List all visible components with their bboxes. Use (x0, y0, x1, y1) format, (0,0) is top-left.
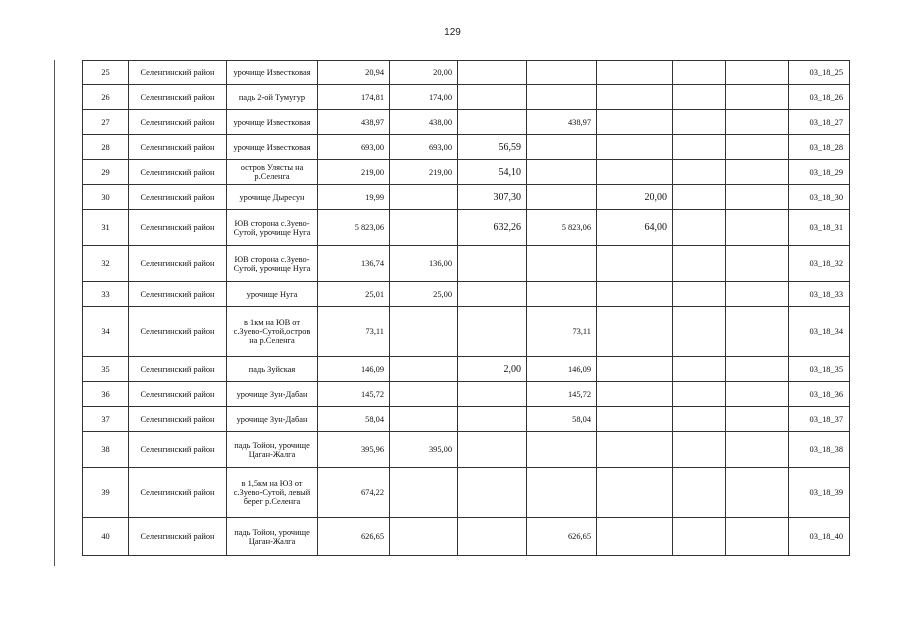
cell-col-3 (458, 468, 527, 518)
table-row (83, 382, 850, 407)
cell-place: ЮВ сторона с.Зуево-Сутой, урочище Нуга (227, 210, 318, 246)
cell-col-6 (673, 246, 726, 282)
cell-col-3 (458, 85, 527, 110)
cell-number: 36 (83, 382, 129, 407)
cell-area-total: 73,11 (318, 307, 390, 357)
cell-area-total: 438,97 (318, 110, 390, 135)
table-body (83, 61, 850, 556)
cell-col-5 (597, 85, 673, 110)
cell-col-4 (527, 61, 597, 85)
cell-number: 37 (83, 407, 129, 432)
cell-code: 03_18_37 (789, 407, 850, 432)
cell-col-7 (726, 135, 789, 160)
cell-district: Селенгинский район (129, 210, 227, 246)
cell-code: 03_18_26 (789, 85, 850, 110)
cell-col-2 (390, 307, 458, 357)
cell-col-5 (597, 160, 673, 185)
cell-code: 03_18_38 (789, 432, 850, 468)
cell-area-total: 219,00 (318, 160, 390, 185)
cell-district: Селенгинский район (129, 160, 227, 185)
cell-col-6 (673, 135, 726, 160)
cell-place: урочище Зун-Дабан (227, 407, 318, 432)
cell-col-2 (390, 407, 458, 432)
table-row (83, 468, 850, 518)
cell-district: Селенгинский район (129, 135, 227, 160)
cell-number: 32 (83, 246, 129, 282)
cell-area-total: 145,72 (318, 382, 390, 407)
cell-area-total: 174,81 (318, 85, 390, 110)
cell-col-3: 54,10 (458, 160, 527, 185)
cell-col-3 (458, 246, 527, 282)
cell-col-5 (597, 432, 673, 468)
cell-district: Селенгинский район (129, 407, 227, 432)
cell-col-4 (527, 185, 597, 210)
cell-col-4 (527, 468, 597, 518)
cell-district: Селенгинский район (129, 382, 227, 407)
table-row (83, 110, 850, 135)
table-row (83, 407, 850, 432)
cell-col-4 (527, 160, 597, 185)
cell-col-3 (458, 307, 527, 357)
cell-district: Селенгинский район (129, 61, 227, 85)
cell-district: Селенгинский район (129, 518, 227, 556)
table-row (83, 518, 850, 556)
cell-col-2: 219,00 (390, 160, 458, 185)
cell-place: урочище Зун-Дабан (227, 382, 318, 407)
cell-place: урочище Известковая (227, 135, 318, 160)
cell-col-4: 146,09 (527, 357, 597, 382)
cell-col-2: 693,00 (390, 135, 458, 160)
table-row (83, 135, 850, 160)
cell-number: 27 (83, 110, 129, 135)
cell-col-2: 25,00 (390, 282, 458, 307)
cell-col-7 (726, 110, 789, 135)
cell-number: 38 (83, 432, 129, 468)
cell-col-6 (673, 160, 726, 185)
cell-code: 03_18_27 (789, 110, 850, 135)
cell-place: урочище Нуга (227, 282, 318, 307)
cell-area-total: 395,96 (318, 432, 390, 468)
cell-col-4: 73,11 (527, 307, 597, 357)
cell-col-4: 438,97 (527, 110, 597, 135)
cell-place: падь Тойон, урочище Цаган-Жалга (227, 432, 318, 468)
cell-col-4 (527, 282, 597, 307)
cell-col-5 (597, 135, 673, 160)
cell-code: 03_18_36 (789, 382, 850, 407)
margin-line (54, 60, 55, 566)
page-number: 129 (444, 27, 461, 38)
cell-district: Селенгинский район (129, 468, 227, 518)
table-row (83, 185, 850, 210)
cell-col-5 (597, 282, 673, 307)
cell-col-3: 307,30 (458, 185, 527, 210)
cell-place: урочище Известковая (227, 61, 318, 85)
cell-col-3 (458, 61, 527, 85)
cell-place: остров Улясты на р.Селенга (227, 160, 318, 185)
table-row (83, 160, 850, 185)
cell-place: ЮВ сторона с.Зуево-Сутой, урочище Нуга (227, 246, 318, 282)
cell-col-7 (726, 185, 789, 210)
cell-code: 03_18_25 (789, 61, 850, 85)
table-row (83, 357, 850, 382)
cell-district: Селенгинский район (129, 185, 227, 210)
cell-col-3: 56,59 (458, 135, 527, 160)
cell-code: 03_18_33 (789, 282, 850, 307)
cell-col-7 (726, 160, 789, 185)
cell-area-total: 146,09 (318, 357, 390, 382)
cell-col-2: 136,00 (390, 246, 458, 282)
cell-col-5 (597, 382, 673, 407)
cell-number: 39 (83, 468, 129, 518)
data-table (82, 60, 850, 556)
cell-col-4: 58,04 (527, 407, 597, 432)
cell-col-5 (597, 407, 673, 432)
cell-code: 03_18_34 (789, 307, 850, 357)
table-row (83, 432, 850, 468)
cell-col-2: 174,00 (390, 85, 458, 110)
cell-col-3 (458, 518, 527, 556)
cell-place: в 1км на ЮВ от с.Зуево-Сутой,остров на р.Селенга (227, 307, 318, 357)
cell-col-2: 20,00 (390, 61, 458, 85)
cell-district: Селенгинский район (129, 246, 227, 282)
cell-col-3 (458, 407, 527, 432)
cell-col-6 (673, 185, 726, 210)
cell-col-6 (673, 210, 726, 246)
cell-place: урочище Известковая (227, 110, 318, 135)
cell-area-total: 136,74 (318, 246, 390, 282)
cell-area-total: 626,65 (318, 518, 390, 556)
cell-number: 33 (83, 282, 129, 307)
cell-col-7 (726, 432, 789, 468)
cell-col-7 (726, 357, 789, 382)
cell-col-3 (458, 282, 527, 307)
cell-place: падь Тойон, урочище Цаган-Жалга (227, 518, 318, 556)
cell-number: 29 (83, 160, 129, 185)
cell-number: 28 (83, 135, 129, 160)
cell-col-4 (527, 85, 597, 110)
cell-number: 40 (83, 518, 129, 556)
cell-col-7 (726, 282, 789, 307)
cell-area-total: 58,04 (318, 407, 390, 432)
cell-number: 25 (83, 61, 129, 85)
cell-area-total: 20,94 (318, 61, 390, 85)
cell-district: Селенгинский район (129, 307, 227, 357)
cell-place: в 1,5км на ЮЗ от с.Зуево-Сутой, левый берег р.Селенга (227, 468, 318, 518)
cell-col-6 (673, 382, 726, 407)
table-row (83, 61, 850, 85)
cell-col-4 (527, 246, 597, 282)
cell-code: 03_18_29 (789, 160, 850, 185)
table-row (83, 307, 850, 357)
cell-col-2 (390, 468, 458, 518)
cell-place: падь Зуйская (227, 357, 318, 382)
cell-col-6 (673, 307, 726, 357)
cell-col-6 (673, 85, 726, 110)
cell-number: 30 (83, 185, 129, 210)
cell-number: 35 (83, 357, 129, 382)
cell-col-3 (458, 110, 527, 135)
cell-place: падь 2-ой Тумугур (227, 85, 318, 110)
cell-col-7 (726, 518, 789, 556)
table-row (83, 85, 850, 110)
cell-col-2 (390, 357, 458, 382)
cell-col-3: 632,26 (458, 210, 527, 246)
cell-col-7 (726, 407, 789, 432)
cell-col-6 (673, 282, 726, 307)
table-row (83, 282, 850, 307)
cell-col-7 (726, 85, 789, 110)
cell-district: Селенгинский район (129, 357, 227, 382)
cell-number: 31 (83, 210, 129, 246)
cell-col-4: 626,65 (527, 518, 597, 556)
cell-col-5 (597, 110, 673, 135)
cell-col-6 (673, 61, 726, 85)
cell-col-6 (673, 407, 726, 432)
cell-code: 03_18_30 (789, 185, 850, 210)
cell-col-3: 2,00 (458, 357, 527, 382)
cell-district: Селенгинский район (129, 432, 227, 468)
cell-col-6 (673, 518, 726, 556)
cell-col-5: 64,00 (597, 210, 673, 246)
cell-col-6 (673, 468, 726, 518)
cell-district: Селенгинский район (129, 282, 227, 307)
table-row (83, 210, 850, 246)
cell-col-7 (726, 246, 789, 282)
cell-col-7 (726, 468, 789, 518)
cell-col-4 (527, 135, 597, 160)
cell-col-3 (458, 382, 527, 407)
cell-area-total: 19,99 (318, 185, 390, 210)
cell-col-6 (673, 110, 726, 135)
cell-col-7 (726, 307, 789, 357)
cell-col-5 (597, 518, 673, 556)
cell-col-2 (390, 210, 458, 246)
cell-district: Селенгинский район (129, 110, 227, 135)
cell-col-7 (726, 61, 789, 85)
cell-col-5: 20,00 (597, 185, 673, 210)
cell-col-5 (597, 61, 673, 85)
cell-col-7 (726, 382, 789, 407)
cell-code: 03_18_28 (789, 135, 850, 160)
cell-code: 03_18_32 (789, 246, 850, 282)
cell-col-2 (390, 518, 458, 556)
cell-col-2: 395,00 (390, 432, 458, 468)
cell-area-total: 693,00 (318, 135, 390, 160)
table-row (83, 246, 850, 282)
cell-col-4: 5 823,06 (527, 210, 597, 246)
cell-col-2 (390, 185, 458, 210)
cell-number: 34 (83, 307, 129, 357)
cell-district: Селенгинский район (129, 85, 227, 110)
cell-code: 03_18_39 (789, 468, 850, 518)
cell-col-7 (726, 210, 789, 246)
cell-area-total: 5 823,06 (318, 210, 390, 246)
cell-area-total: 674,22 (318, 468, 390, 518)
cell-col-2: 438,00 (390, 110, 458, 135)
cell-col-5 (597, 307, 673, 357)
cell-place: урочище Дыресун (227, 185, 318, 210)
cell-col-6 (673, 432, 726, 468)
cell-area-total: 25,01 (318, 282, 390, 307)
cell-code: 03_18_40 (789, 518, 850, 556)
cell-col-5 (597, 357, 673, 382)
cell-number: 26 (83, 85, 129, 110)
cell-col-4 (527, 432, 597, 468)
cell-col-2 (390, 382, 458, 407)
cell-col-3 (458, 432, 527, 468)
cell-code: 03_18_35 (789, 357, 850, 382)
cell-col-5 (597, 468, 673, 518)
cell-col-4: 145,72 (527, 382, 597, 407)
cell-col-6 (673, 357, 726, 382)
cell-col-5 (597, 246, 673, 282)
cell-code: 03_18_31 (789, 210, 850, 246)
